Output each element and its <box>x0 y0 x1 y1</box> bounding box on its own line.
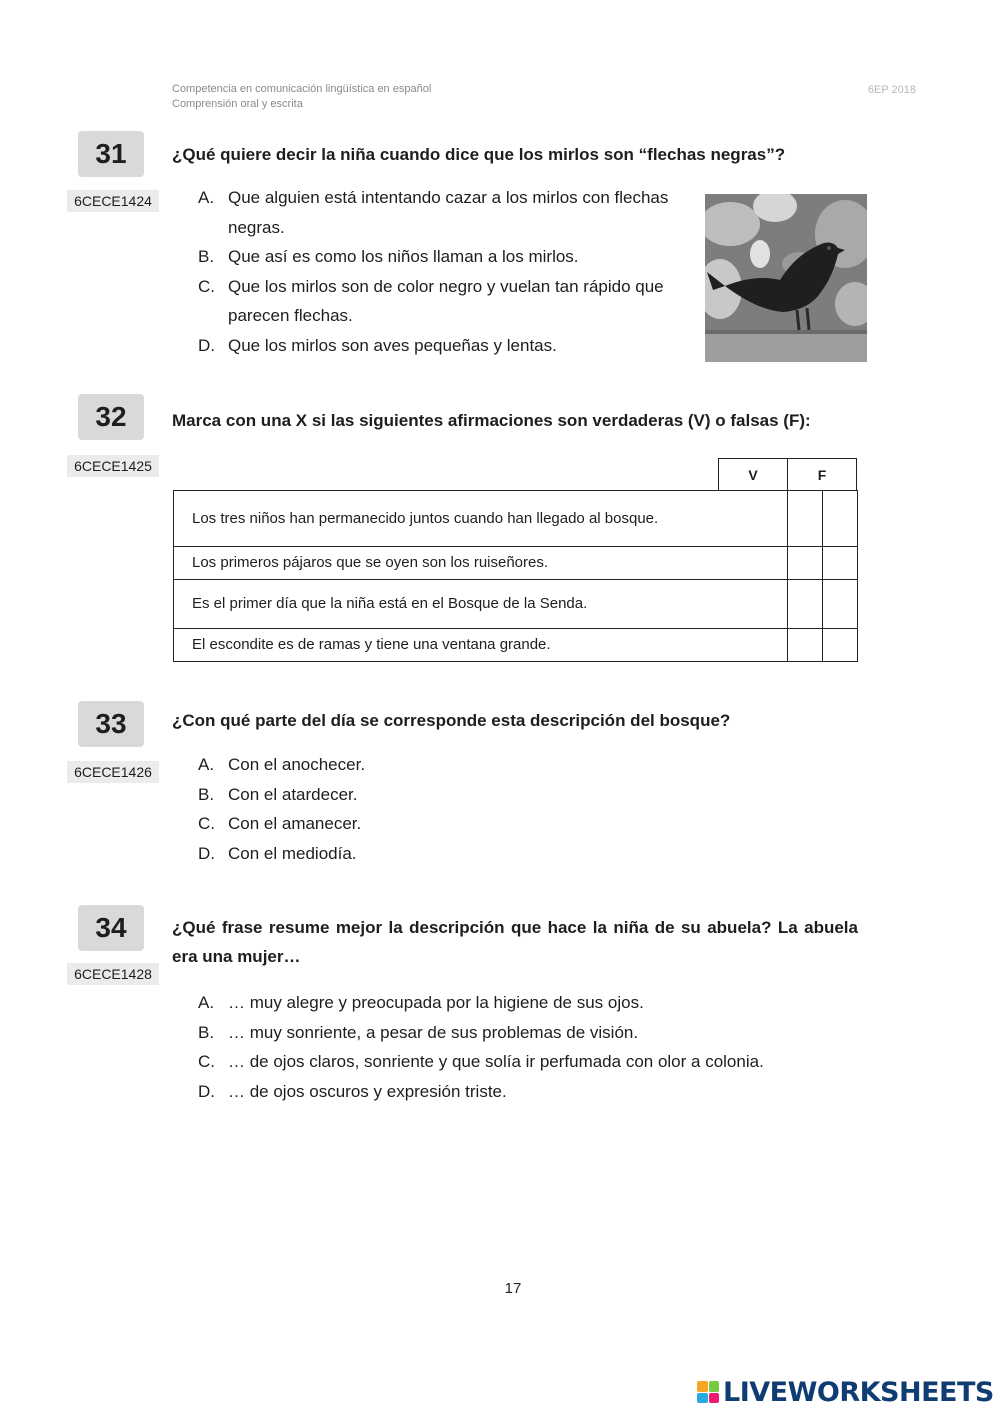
statement-cell: Los primeros pájaros que se oyen son los ruiseñores. <box>174 547 788 580</box>
true-column-header: V <box>748 467 758 483</box>
statement-cell: Los tres niños han permanecido juntos cuando han llegado al bosque. <box>174 491 788 547</box>
header-right-code: 6EP 2018 <box>867 84 916 96</box>
page-number: 17 <box>504 1280 522 1297</box>
liveworksheets-brand <box>697 1376 994 1408</box>
true-checkbox[interactable] <box>788 547 823 580</box>
question-number-badge: 32 <box>78 394 144 440</box>
true-checkbox[interactable] <box>788 580 823 629</box>
option-c[interactable] <box>198 1047 878 1077</box>
option-text: Con el atardecer. <box>228 784 358 804</box>
header-line-1: Competencia en comunicación lingüística en español <box>172 83 432 95</box>
page-header <box>172 82 431 112</box>
logo-square <box>709 1393 720 1404</box>
question-number-badge: 33 <box>78 701 144 747</box>
table-row <box>174 629 858 662</box>
question-code: 6CECE1424 <box>67 190 159 212</box>
statement-cell: El escondite es de ramas y tiene una ventana grande. <box>174 629 788 662</box>
option-letter: A. <box>198 188 215 207</box>
option-text: Que los mirlos son de color negro y vuelan tan rápido que parecen flechas. <box>228 276 664 325</box>
false-checkbox[interactable] <box>823 491 858 547</box>
false-checkbox[interactable] <box>823 629 858 662</box>
false-column-header: F <box>787 459 856 491</box>
option-text: Con el amanecer. <box>228 814 362 833</box>
option-letter: B. <box>198 247 215 266</box>
true-false-header <box>718 458 857 491</box>
table-row <box>174 547 858 580</box>
option-text: … muy alegre y preocupada por la higiene de sus ojos. <box>228 993 644 1012</box>
false-checkbox[interactable] <box>823 547 858 580</box>
option-d[interactable] <box>198 839 798 869</box>
true-false-table <box>173 490 858 662</box>
logo-square <box>709 1381 720 1392</box>
true-checkbox[interactable] <box>788 491 823 547</box>
false-checkbox[interactable] <box>823 580 858 629</box>
blackbird-photo <box>705 194 867 362</box>
question-title: ¿Qué frase resume mejor la descripción que hace la niña de su abuela? La abuela era una mujer… <box>172 918 858 966</box>
option-text: … de ojos oscuros y expresión triste. <box>228 1081 507 1101</box>
option-text: Que alguien está intentando cazar a los mirlos con flechas negras. <box>228 188 669 237</box>
option-text: … de ojos claros, sonriente y que solía ir perfumada con olor a colonia. <box>228 1052 764 1071</box>
question-title: Marca con una X si las siguientes afirmaciones son verdaderas (V) o falsas (F): <box>172 411 811 430</box>
question-code: 6CECE1428 <box>67 963 159 985</box>
option-letter: C. <box>198 814 215 833</box>
header-line-2: Comprensión oral y escrita <box>172 98 303 110</box>
option-text: Que los mirlos son aves pequeñas y lentas. <box>228 335 557 355</box>
option-text: Con el anochecer. <box>228 755 366 774</box>
statement-cell: Es el primer día que la niña está en el Bosque de la Senda. <box>174 580 788 629</box>
option-letter: D. <box>198 1081 215 1101</box>
table-row <box>174 580 858 629</box>
question-code: 6CECE1425 <box>67 455 159 477</box>
question-number-badge: 31 <box>78 131 144 177</box>
option-letter: A. <box>198 993 215 1012</box>
option-letter: D. <box>198 843 215 863</box>
option-c[interactable] <box>198 809 798 839</box>
logo-square <box>697 1393 708 1404</box>
question-title: ¿Qué quiere decir la niña cuando dice que los mirlos son “flechas negras”? <box>172 145 786 164</box>
option-letter: A. <box>198 755 215 774</box>
option-letter: D. <box>198 335 215 355</box>
option-a[interactable] <box>198 183 696 242</box>
question-number-badge: 34 <box>78 905 144 951</box>
option-d[interactable] <box>198 1077 878 1107</box>
liveworksheets-logo-icon <box>697 1381 719 1403</box>
question-code: 6CECE1426 <box>67 761 159 783</box>
option-text: Con el mediodía. <box>228 843 357 863</box>
true-checkbox[interactable] <box>788 629 823 662</box>
option-b[interactable] <box>198 242 696 272</box>
logo-square <box>697 1381 708 1392</box>
brand-name: LIVEWORKSHEETS <box>723 1376 994 1408</box>
option-text: Que así es como los niños llaman a los mirlos. <box>228 247 579 266</box>
option-a[interactable] <box>198 750 798 780</box>
options-list <box>198 183 696 360</box>
blackbird-icon <box>705 194 867 362</box>
option-c[interactable] <box>198 272 696 331</box>
option-b[interactable] <box>198 1018 878 1048</box>
option-d[interactable] <box>198 331 696 361</box>
option-a[interactable] <box>198 988 878 1018</box>
table-row <box>174 491 858 547</box>
option-b[interactable] <box>198 780 798 810</box>
option-text: … muy sonriente, a pesar de sus problemas de visión. <box>228 1022 639 1042</box>
option-letter: B. <box>198 1022 215 1042</box>
options-list <box>198 988 878 1106</box>
option-letter: C. <box>198 276 215 296</box>
option-letter: C. <box>198 1052 215 1071</box>
options-list <box>198 750 798 868</box>
option-letter: B. <box>198 784 215 804</box>
question-title: ¿Con qué parte del día se corresponde esta descripción del bosque? <box>172 711 731 730</box>
